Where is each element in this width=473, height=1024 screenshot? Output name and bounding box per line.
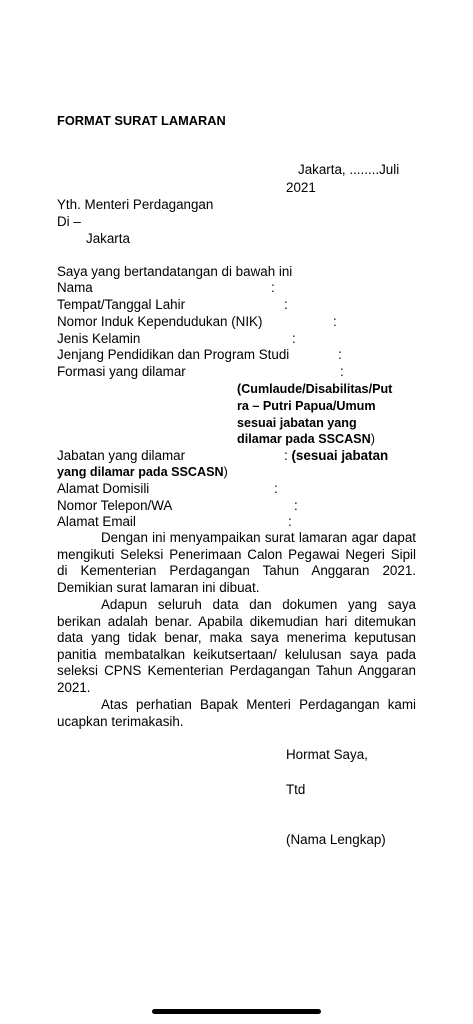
- closing-signature: Ttd: [286, 782, 306, 797]
- place-date-line1: Jakarta, ........Juli: [298, 162, 400, 177]
- field-colon: :: [288, 514, 292, 529]
- field-label-nama: Nama: [57, 280, 93, 295]
- paragraph-1: [57, 530, 416, 596]
- jabatan-note-line2: yang dilamar pada SSCASN: [57, 465, 224, 479]
- paragraph-2: [57, 597, 416, 696]
- field-label-jenis-kelamin: Jenis Kelamin: [57, 331, 141, 346]
- field-label-tempat-tanggal-lahir: Tempat/Tanggal Lahir: [57, 297, 186, 312]
- paragraph-2-text: Adapun seluruh data dan dokumen yang saya berikan adalah benar. Apabila dikemudian hari ditemukan data yang tidak benar, maka saya menerima keputusan panitia membatalkan keikutsertaan/ kelulusan saya pada seleksi CPNS Kementerian Perdagangan Tahun Anggaran 2021.: [57, 597, 416, 695]
- field-colon: :: [274, 481, 278, 496]
- field-colon: :: [292, 331, 296, 346]
- closing-name: (Nama Lengkap): [286, 832, 386, 847]
- field-colon: :: [340, 364, 344, 379]
- jabatan-note-line1: (sesuai jabatan: [291, 448, 389, 463]
- field-label-nik: Nomor Induk Kependudukan (NIK): [57, 314, 263, 329]
- field-colon: :: [271, 280, 275, 295]
- formasi-note-line4: dilamar pada SSCASN: [237, 432, 371, 446]
- field-colon: :: [284, 448, 288, 463]
- field-label-jabatan: Jabatan yang dilamar: [57, 448, 186, 463]
- field-label-formasi: Formasi yang dilamar: [57, 364, 186, 379]
- home-indicator-bar[interactable]: [152, 1009, 321, 1014]
- formasi-note-line1: (Cumlaude/Disabilitas/Put: [237, 382, 393, 396]
- field-colon: :: [338, 347, 342, 362]
- field-colon: :: [284, 297, 288, 312]
- formasi-note-line3: sesuai jabatan yang: [237, 416, 357, 430]
- document-title: FORMAT SURAT LAMARAN: [57, 113, 226, 128]
- field-colon: :: [333, 314, 337, 329]
- field-label-telepon: Nomor Telepon/WA: [57, 498, 173, 513]
- paragraph-1-text: Dengan ini menyampaikan surat lamaran agar dapat mengikuti Seleksi Penerimaan Calon Pegawai Negeri Sipil di Kementerian Perdagangan Tahun Anggaran 2021. Demikian surat lamaran ini dibuat.: [57, 530, 416, 595]
- field-label-pendidikan: Jenjang Pendidikan dan Program Studi: [57, 347, 290, 362]
- jabatan-note-close: ): [223, 465, 228, 479]
- formasi-note-close: ): [370, 432, 375, 446]
- paragraph-3-text: Atas perhatian Bapak Menteri Perdagangan kami ucapkan terimakasih.: [57, 697, 416, 729]
- formasi-note-line2: ra – Putri Papua/Umum: [237, 399, 376, 413]
- recipient-line2: Di –: [57, 214, 81, 229]
- field-label-alamat: Alamat Domisili: [57, 481, 150, 496]
- field-colon: :: [294, 498, 298, 513]
- closing-salutation: Hormat Saya,: [286, 747, 368, 762]
- paragraph-3: [57, 697, 416, 730]
- place-date-line2: 2021: [286, 180, 316, 195]
- field-label-email: Alamat Email: [57, 514, 136, 529]
- intro-text: Saya yang bertandatangan di bawah ini: [57, 264, 293, 279]
- recipient-line1: Yth. Menteri Perdagangan: [57, 197, 214, 212]
- recipient-line3: Jakarta: [86, 231, 130, 246]
